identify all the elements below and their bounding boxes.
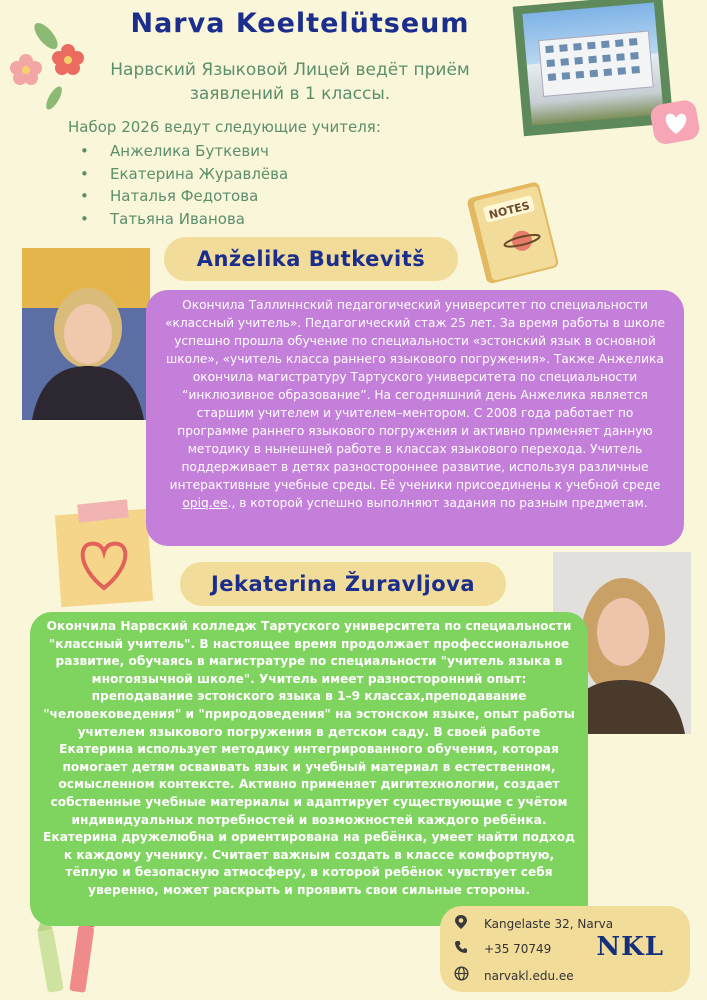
list-item: • Татьяна Иванова (80, 208, 288, 231)
bio-text-end: ., в которой успешно выполняют задания по разным предметам. (227, 496, 648, 510)
contact-box (440, 906, 690, 992)
teacher-bio-zuravljova (30, 612, 588, 926)
teachers-intro: Набор 2026 ведут следующие учителя: (68, 118, 381, 136)
teacher-photo-butkevits (22, 248, 150, 420)
teacher-bio-butkevits (146, 290, 684, 546)
list-item: • Наталья Федотова (80, 185, 288, 208)
address-row (454, 914, 613, 934)
school-building-image (522, 2, 663, 125)
phone-row (454, 940, 551, 958)
page-title: Narva Keeltelütseum (130, 8, 470, 39)
teacher-name-zuravljova: Jekaterina Žuravljova (180, 562, 506, 606)
location-pin-icon (454, 914, 474, 934)
bio-text: Окончила Таллиннский педагогический университет по специальности «классный учитель». Педагогический стаж 25 лет. За время работы в школе успешно прошла обучение по специальности «эстонский язык в основной школе», «учитель класса раннего языкового погружения». Также Анжелика окончила магистратуру Тартуского университета по специальности “инклюзивное образование”. На сегодняшний день Анжелика является старшим учителем и учителем–ментором. С 2008 года работает по программе раннего языкового погружения и активно применяет данную методику в нынешней работе в классах языкового перехода. Учитель поддерживает в детях разностороннее развитие, используя различные интерактивные учебные среды. Её ученики присоединены к учебной среде (165, 298, 665, 492)
notes-notebook-icon (466, 178, 566, 288)
phone-icon (454, 940, 474, 958)
phone-text[interactable]: +35 70749 (484, 942, 552, 956)
svg-text:NOTES: NOTES (487, 199, 532, 222)
teacher-name-butkevits: Anželika Butkevitš (164, 237, 458, 281)
bio-paragraph: Окончила Нарвский колледж Тартуского университета по специальности "классный учитель". В настоящее время продолжает профессиональное развитие, обучаясь в магистратуре по специальности "учитель языка в многоязычной школе". Учитель имеет разносторонний опыт: преподавание эстонского языка в 1–9 классах,преподавание "человековедения" и "природоведения" на эстонском языке, опыт работы учителем языкового погружения в детском саду. В своей работе Екатерина использует методику интегрированного обучения, которая помогает детям осваивать язык и учебный материал в естественном, осмысленном контексте. Активно применяет дигитехнологии, создает собственные учебные материалы и адаптирует существующие с учётом индивидуальных потребностей и возможностей каждого ребёнка. (43, 619, 575, 827)
nkl-logo: NKL (596, 932, 664, 962)
website-row (454, 966, 574, 985)
list-item: • Анжелика Буткевич (80, 140, 288, 163)
list-item: • Екатерина Журавлёва (80, 163, 288, 186)
website-link[interactable]: narvakl.edu.ee (484, 968, 574, 983)
address-text: Kangelaste 32, Narva (484, 917, 614, 931)
opiq-link[interactable]: opiq.ee (182, 496, 228, 510)
globe-icon (454, 966, 474, 985)
heart-bubble-icon (648, 98, 704, 154)
heart-note-icon (50, 496, 160, 612)
page-subtitle: Нарвский Языковой Лицей ведёт приём заявлений в 1 классы. (110, 60, 470, 104)
teacher-list (80, 140, 288, 230)
bio-paragraph: Екатерина дружелюбна и ориентирована на ребёнка, умеет найти подход к каждому ученику. Считает важным создать в классе комфортную, тёплую и безопасную атмосферу, в которой ребёнок чувствует себя уверенно, может раскрыть и проявить свои сильные стороны. (43, 830, 575, 897)
